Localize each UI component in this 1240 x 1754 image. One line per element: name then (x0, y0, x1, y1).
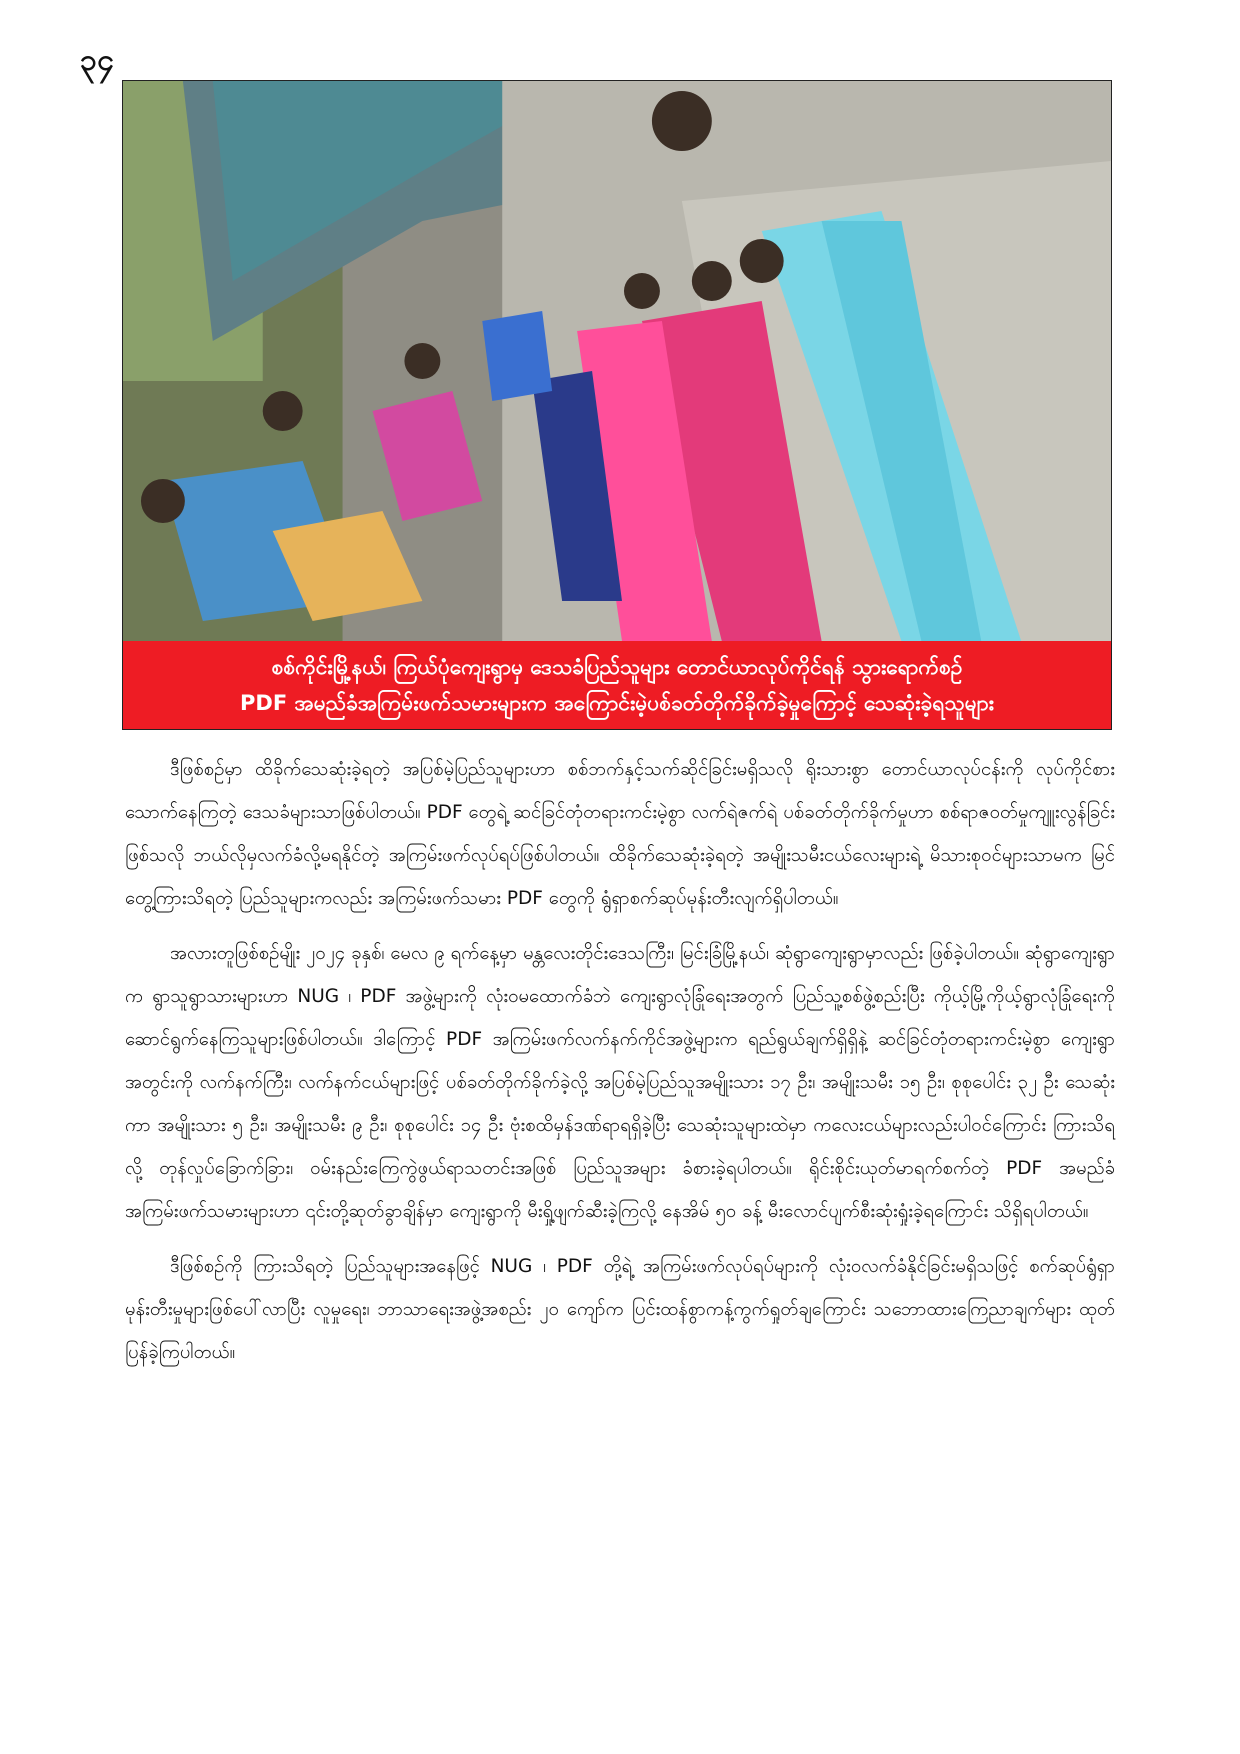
news-photo-figure (122, 80, 1112, 730)
paragraph-3: ဒီဖြစ်စဉ်ကို ကြားသိရတဲ့ ပြည်သူများအနေဖြင့် NUG ၊ PDF တို့ရဲ့ အကြမ်းဖက်လုပ်ရပ်များကို လုံးဝလက်ခံနိုင်ခြင်းမရှိသဖြင့် စက်ဆုပ်ရွံရှာမုန်းတီးမှုများဖြစ်ပေါ်လာပြီး လူမှုရေး၊ ဘာသာရေးအဖွဲ့အစည်း ၂၀ ကျော်က ပြင်းထန်စွာကန့်ကွက်ရှုတ်ချကြောင်း သဘောထားကြေညာချက်များ ထုတ်ပြန်ခဲ့ကြပါတယ်။ (125, 1256, 1115, 1363)
news-photo (123, 81, 1111, 641)
caption-line-2: PDF အမည်ခံအကြမ်းဖက်သမားများက အကြောင်းမဲ့ပစ်ခတ်တိုက်ခိုက်ခဲ့မှုကြောင့် သေဆုံးခဲ့ရသူများ (240, 691, 994, 715)
caption-line-1: စစ်ကိုင်းမြို့နယ်၊ ကြယ်ပုံကျေးရွာမှ ဒေသခံပြည်သူများ တောင်ယာလုပ်ကိုင်ရန် သွားရောက်စဉ် (271, 655, 963, 679)
paragraph-2: အလားတူဖြစ်စဉ်မျိုး ၂၀၂၄ ခုနှစ်၊ မေလ ၉ ရက်နေ့မှာ မန္တလေးတိုင်းဒေသကြီး၊ မြင်းခြံမြို့နယ်၊ ဆုံရွာကျေးရွာမှာလည်း ဖြစ်ခဲ့ပါတယ်။ ဆုံရွာကျေးရွာက ရွာသူရွာသားများဟာ NUG ၊ PDF အဖွဲ့များကို လုံးဝမထောက်ခံဘဲ ကျေးရွာလုံခြုံရေးအတွက် ပြည်သူ့စစ်ဖွဲ့စည်းပြီး ကိုယ့်မြို့ကိုယ့်ရွာလုံခြုံရေးကို ဆောင်ရွက်နေကြသူများဖြစ်ပါတယ်။ ဒါကြောင့် PDF အကြမ်းဖက်လက်နက်ကိုင်အဖွဲ့များက ရည်ရွယ်ချက်ရှိရှိနဲ့ ဆင်ခြင်တုံတရားကင်းမဲ့စွာ ကျေးရွာအတွင်းကို လက်နက်ကြီး၊ လက်နက်ငယ်များဖြင့် ပစ်ခတ်တိုက်ခိုက်ခဲ့လို့ အပြစ်မဲ့ပြည်သူအမျိုးသား ၁၇ ဦး၊ အမျိုးသမီး ၁၅ ဦး၊ စုစုပေါင်း ၃၂ ဦး သေဆုံးကာ အမျိုးသား ၅ ဦး၊ အမျိုးသမီး ၉ ဦး၊ စုစုပေါင်း ၁၄ ဦး ဗုံးစထိမှန်ဒဏ်ရာရရှိခဲ့ပြီး သေဆုံးသူများထဲမှာ ကလေးငယ်များလည်းပါဝင်ကြောင်း ကြားသိရလို့ တုန်လှုပ်ခြောက်ခြား၊ ဝမ်းနည်းကြေကွဲဖွယ်ရာသတင်းအဖြစ် ပြည်သူအများ ခံစားခဲ့ရပါတယ်။ ရိုင်းစိုင်းယုတ်မာရက်စက်တဲ့ PDF အမည်ခံ အကြမ်းဖက်သမားများဟာ ၎င်းတို့ဆုတ်ခွာချိန်မှာ ကျေးရွာကို မီးရှို့ဖျက်ဆီးခဲ့ကြလို့ နေအိမ် ၅၀ ခန့် မီးလောင်ပျက်စီးဆုံးရှုံးခဲ့ရကြောင်း သိရှိရပါတယ်။ (125, 943, 1115, 1222)
photo-caption (123, 641, 1111, 729)
paragraph-1: ဒီဖြစ်စဉ်မှာ ထိခိုက်သေဆုံးခဲ့ရတဲ့ အပြစ်မဲ့ပြည်သူများဟာ စစ်ဘက်နှင့်သက်ဆိုင်ခြင်းမရှိသလို ရိုးသားစွာ တောင်ယာလုပ်ငန်းကို လုပ်ကိုင်စားသောက်နေကြတဲ့ ဒေသခံများသာဖြစ်ပါတယ်။ PDF တွေရဲ့ ဆင်ခြင်တုံတရားကင်းမဲ့စွာ လက်ရဲဇက်ရဲ ပစ်ခတ်တိုက်ခိုက်မှုဟာ စစ်ရာဇဝတ်မှုကျူးလွန်ခြင်းဖြစ်သလို ဘယ်လိုမှလက်ခံလို့မရနိုင်တဲ့ အကြမ်းဖက်လုပ်ရပ်ဖြစ်ပါတယ်။ ထိခိုက်သေဆုံးခဲ့ရတဲ့ အမျိုးသမီးငယ်လေးများရဲ့ မိသားစုဝင်များသာမက မြင်တွေ့ကြားသိရတဲ့ ပြည်သူများကလည်း အကြမ်းဖက်သမား PDF တွေကို ရွံရှာစက်ဆုပ်မုန်းတီးလျက်ရှိပါတယ်။ (125, 759, 1115, 909)
article-body (125, 748, 1115, 1386)
page-number: ၃၄ (80, 43, 114, 78)
